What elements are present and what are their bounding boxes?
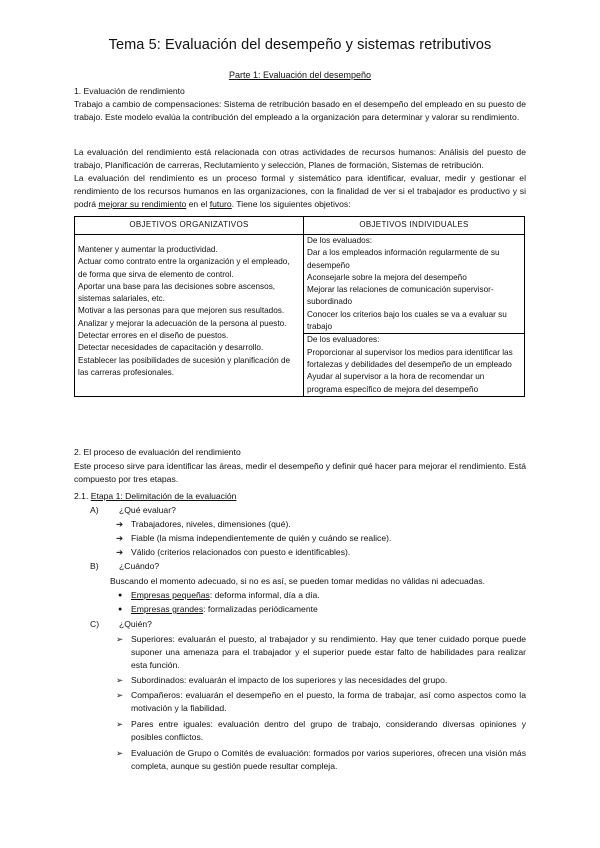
underlined-phrase: mejorar su rendimiento	[98, 198, 187, 209]
item-b-marker: B)	[90, 561, 99, 571]
section-2-heading: 2. El proceso de evaluación del rendimiento	[74, 447, 241, 457]
org-objective: Establecer las posibilidades de sucesión y planificación de las carreras profesionales.	[78, 355, 291, 377]
arrow-icon: ➔	[116, 547, 124, 557]
org-objective: Detectar errores en el diseño de puestos.	[78, 331, 229, 341]
org-objective: Aportar una base para las decisiones sobre ascensos, sistemas salariales, etc.	[78, 281, 276, 304]
section-1-paragraph-2: La evaluación del rendimiento está relacionada con otras actividades de recursos humanos: Análisis del puesto de trabajo, Planificación de carreras, Reclutamiento y selección, Planes de formación, Sistemas de retribución.	[74, 147, 526, 170]
list-item: Válido (criterios relacionados con puesto e identificables).	[131, 547, 351, 557]
item-a-label: ¿Qué evaluar?	[119, 505, 176, 515]
list-item: Evaluación de Grupo o Comités de evaluación: formados por varios superiores, ofrecen una visión más completa, aunque su gestión puede resultar compleja.	[131, 748, 526, 771]
list-item: Fiable (la misma independientemente de quién y cuándo se realice).	[131, 533, 392, 543]
ind-objective: Aconsejarle sobre la mejora del desempeño	[307, 272, 467, 282]
list-item: Superiores: evaluarán el puesto, al trabajador y su rendimiento. Hay que tener cuidado porque puede suponer una amenaza para el trabajador y el superior puede estar falto de habilidades para realizar esta función.	[131, 634, 526, 670]
list-item: Subordinados: evaluarán el impacto de los superiores y las necesidades del grupo.	[131, 675, 448, 685]
org-objective: Analizar y mejorar la adecuación de la persona al puesto.	[78, 318, 287, 328]
org-objective: Actuar como contrato entre la organización y el empleado, de forma que sirva de elemento de control.	[78, 257, 290, 279]
arrowhead-icon: ➢	[116, 690, 124, 700]
part-heading: Parte 1: Evaluación del desempeño	[228, 70, 372, 80]
section-1-heading: 1. Evaluación de rendimiento	[74, 86, 185, 96]
bullet-icon: ●	[118, 592, 123, 599]
ind-objective: Dar a los empleados información regularmente de su desempeño	[307, 248, 500, 270]
bullet-icon: ●	[118, 606, 123, 613]
evaluados-cell	[304, 235, 525, 334]
arrow-icon: ➔	[116, 533, 124, 543]
evaluados-title: De los evaluados:	[307, 236, 373, 245]
org-objective: Detectar necesidades de capacitación y desarrollo.	[78, 343, 264, 353]
ind-objective: Mejorar las relaciones de comunicación supervisor-subordinado	[307, 285, 494, 307]
item-c-marker: C)	[90, 619, 100, 629]
item-b-text: Buscando el momento adecuado, si no es así, se pueden tomar medidas no válidas ni adecuadas.	[110, 576, 486, 586]
section-2-paragraph: Este proceso sirve para identificar las áreas, medir el desempeño y definir qué hacer para mejorar el rendimiento. Está compuesto por tres etapas.	[74, 461, 526, 484]
arrow-icon: ➔	[116, 519, 124, 529]
arrowhead-icon: ➢	[116, 719, 124, 729]
org-objective: Motivar a las personas para que mejoren sus resultados.	[78, 306, 285, 316]
ind-objective: Ayudar al supervisor a la hora de recomendar un programa específico de mejora del desempeño	[307, 372, 485, 394]
evaluadores-title: De los evaluadores:	[307, 335, 380, 345]
table-header-individual: OBJETIVOS INDIVIDUALES	[304, 217, 525, 235]
objectives-table	[74, 216, 525, 397]
ind-objective: Conocer los criterios bajo los cuales se va a evaluar su trabajo	[307, 309, 507, 332]
stage-1-heading: 2.1. Etapa 1: Delimitación de la evaluación	[74, 491, 237, 501]
list-item: Compañeros: evaluarán el desempeño en el puesto, la forma de trabajar, así como aspectos como la motivación y la fiabilidad.	[131, 690, 526, 713]
table-header-organizational: OBJETIVOS ORGANIZATIVOS	[75, 217, 304, 235]
document-title: Tema 5: Evaluación del desempeño y sistemas retributivos	[108, 37, 492, 53]
evaluadores-cell	[304, 334, 525, 396]
list-item: Empresas grandes: formalizadas periódicamente	[131, 604, 318, 614]
item-b-label: ¿Cuándo?	[119, 561, 160, 571]
org-objective: Mantener y aumentar la productividad.	[78, 245, 218, 254]
ind-objective: Proporcionar al supervisor los medios para identificar las fortalezas y debilidades del desempeño de un empleado	[307, 347, 513, 369]
section-1-paragraph-3: La evaluación del rendimiento es un proceso formal y sistemático para identificar, evaluar, medir y gestionar el rendimiento de los recursos humanos en las organizaciones, con la finalidad de ver si el trabajador es productivo y si podrá mejorar su rendimiento en el futuro. Tiene los siguientes objetivos:	[74, 173, 526, 209]
underlined-word: futuro	[209, 198, 232, 209]
item-a-marker: A)	[90, 505, 99, 515]
arrowhead-icon: ➢	[116, 675, 124, 685]
list-item: Pares entre iguales: evaluación dentro del grupo de trabajo, considerando diversas opiniones y posibles conflictos.	[131, 719, 526, 742]
arrowhead-icon: ➢	[116, 748, 124, 758]
list-item: Empresas pequeñas: deforma informal, día a día.	[131, 590, 320, 600]
organizational-objectives-cell	[75, 235, 304, 397]
section-1-paragraph-1: Trabajo a cambio de compensaciones: Sistema de retribución basado en el desempeño del empleado en su puesto de trabajo. Este modelo evalúa la contribución del empleado a la organización para determinar y valorar su rendimiento.	[74, 99, 526, 122]
arrowhead-icon: ➢	[116, 634, 124, 644]
list-item: Trabajadores, niveles, dimensiones (qué).	[131, 519, 291, 529]
item-c-label: ¿Quién?	[119, 619, 152, 629]
